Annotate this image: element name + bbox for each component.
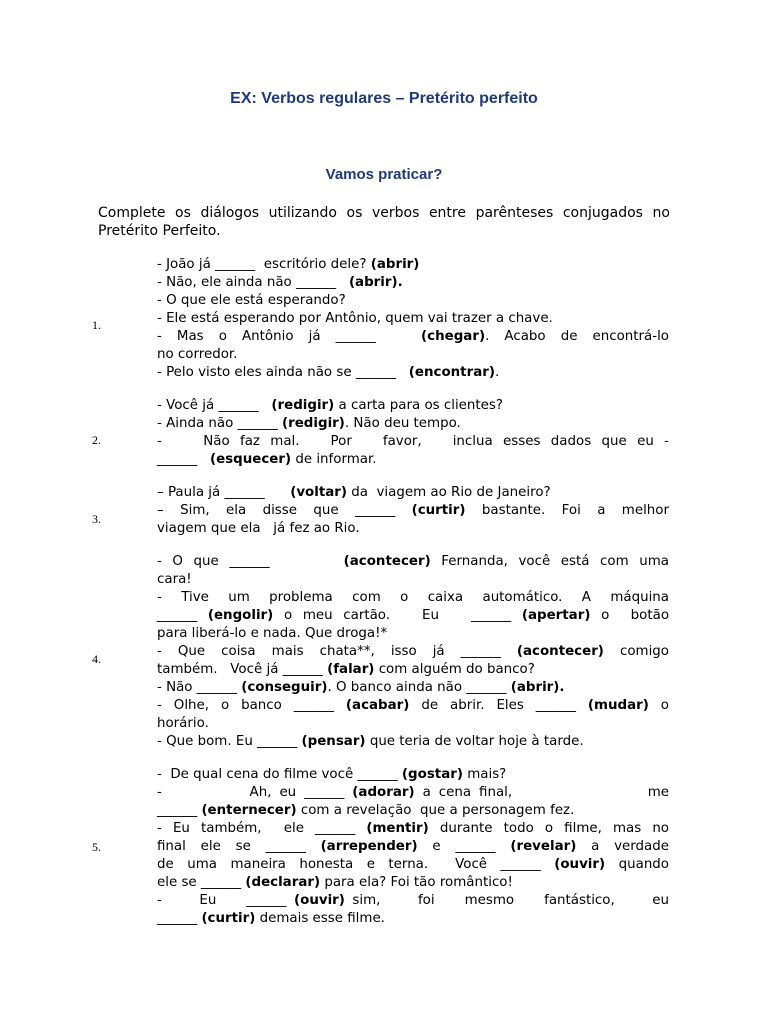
page-title: EX: Verbos regulares – Pretérito perfeito	[230, 90, 538, 107]
dialog-line: - Ele está esperando por Antônio, quem vai trazer a chave.	[157, 311, 553, 326]
dialog-line: - Eu também, ele ______ (mentir) durante todo o filme, mas no	[157, 821, 669, 836]
dialog-line: de uma maneira honesta e terna. Você ______ (ouvir) quando	[157, 857, 669, 872]
dialog-line: - Olhe, o banco ______ (acabar) de abrir. Eles ______ (mudar) o	[157, 698, 669, 713]
exercise-dialog	[157, 484, 669, 538]
exercise-dialog	[157, 256, 669, 382]
dialog-line: – Paula já ______ (voltar) da viagem ao Rio de Janeiro?	[157, 485, 551, 500]
dialog-line: cara!	[157, 572, 192, 587]
instructions: Complete os diálogos utilizando os verbos entre parênteses conjugados no Pretérito Perfeito.	[98, 205, 670, 239]
exercise-number: 1.	[92, 318, 101, 332]
dialog-line: ele se ______ (declarar) para ela? Foi tão romântico!	[157, 875, 513, 890]
dialog-line: ______ (esquecer) de informar.	[157, 452, 377, 467]
dialog-line: - O que ______ (acontecer) Fernanda, você está com uma	[157, 554, 669, 569]
dialog-line: viagem que ela já fez ao Rio.	[157, 521, 360, 536]
dialog-line: ______ (curtir) demais esse filme.	[157, 911, 385, 926]
dialog-line: - Que bom. Eu ______ (pensar) que teria de voltar hoje à tarde.	[157, 734, 584, 749]
dialog-line: - Mas o Antônio já ______ (chegar). Acabo de encontrá-lo	[157, 329, 669, 344]
dialog-line: final ele se ______ (arrepender) e ______ (revelar) a verdade	[157, 839, 669, 854]
exercise-number: 2.	[92, 433, 101, 447]
dialog-line: para liberá-lo e nada. Que droga!*	[157, 626, 388, 641]
dialog-line: - Pelo visto eles ainda não se ______ (encontrar).	[157, 365, 500, 380]
dialog-line: ______ (engolir) o meu cartão. Eu ______ (apertar) o botão	[157, 608, 670, 623]
dialog-line: no corredor.	[157, 347, 238, 362]
dialog-line: - Não, ele ainda não ______ (abrir).	[157, 275, 403, 290]
dialog-line: - João já ______ escritório dele? (abrir)	[157, 257, 420, 272]
exercise-dialog	[157, 397, 669, 469]
dialog-line: - Tive um problema com o caixa automático. A máquina	[157, 590, 669, 605]
section-subtitle: Vamos praticar?	[325, 166, 443, 183]
exercise-number: 5.	[92, 840, 101, 854]
dialog-line: também. Você já ______ (falar) com alguém do banco?	[157, 662, 535, 677]
dialog-line: - O que ele está esperando?	[157, 293, 346, 308]
dialog-line: - Não faz mal. Por favor, inclua esses dados que eu -	[157, 434, 669, 449]
dialog-line: - Que coisa mais chata**, isso já ______ (acontecer) comigo	[157, 644, 669, 659]
exercise-number: 4.	[92, 652, 101, 666]
dialog-line: horário.	[157, 716, 209, 731]
dialog-line: - Ainda não ______ (redigir). Não deu tempo.	[157, 416, 461, 431]
exercise-dialog	[157, 766, 669, 928]
exercise-dialog	[157, 553, 669, 751]
dialog-line: - Ah, eu ______ (adorar) a cena final, me	[157, 785, 669, 800]
dialog-line: - De qual cena do filme você ______ (gostar) mais?	[157, 767, 507, 782]
dialog-line: - Eu ______ (ouvir) sim, foi mesmo fantástico, eu	[157, 893, 669, 908]
exercise-number: 3.	[92, 512, 101, 526]
dialog-line: - Não ______ (conseguir). O banco ainda não ______ (abrir).	[157, 680, 565, 695]
dialog-line: – Sim, ela disse que ______ (curtir) bastante. Foi a melhor	[157, 503, 669, 518]
dialog-line: - Você já ______ (redigir) a carta para os clientes?	[157, 398, 503, 413]
dialog-line: ______ (enternecer) com a revelação que a personagem fez.	[157, 803, 575, 818]
